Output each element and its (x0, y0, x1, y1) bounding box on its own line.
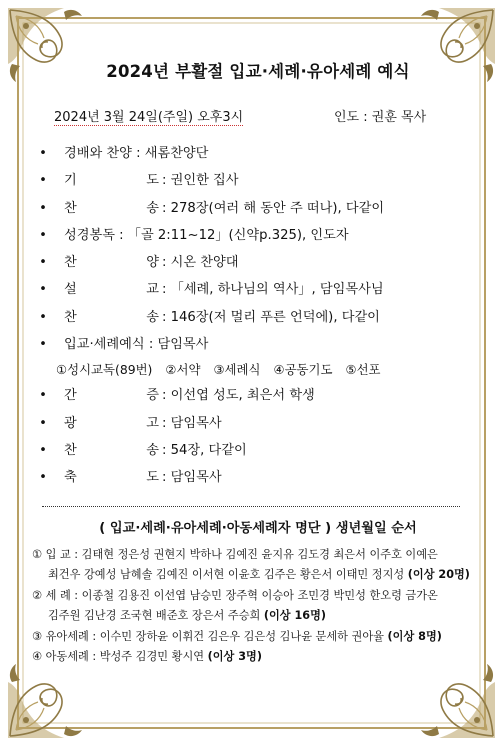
service-item (32, 249, 484, 276)
bullet-icon: • (39, 282, 47, 298)
item-value: : 담임목사 (162, 470, 222, 486)
item-value: : 278장(여러 해 동안 주 떠나), 다같이 (162, 200, 385, 216)
roster-line (32, 647, 484, 668)
service-item (32, 167, 484, 194)
item-label-char: 축 (64, 470, 77, 486)
item-value: : 담임목사 (162, 415, 222, 431)
service-item (32, 410, 484, 437)
ceremony-step: ⑤선포 (345, 362, 381, 378)
bullet-icon: • (39, 227, 47, 243)
roster-line (32, 586, 484, 607)
service-item (32, 140, 484, 167)
roster-line (32, 545, 484, 566)
date-line (32, 106, 484, 126)
item-label: 입교·세례예식 : 담임목사 (64, 337, 209, 353)
item-label-char: 설 (64, 282, 77, 298)
roster-count: (이상 8명) (387, 629, 442, 643)
roster-names: ② 세 례 : 이종철 김용진 이선엽 남승민 장주혁 이승아 조민경 박민성 한오령 금가온 (32, 588, 438, 602)
bullet-icon: • (39, 146, 47, 161)
roster-list (32, 545, 484, 668)
item-label (64, 464, 159, 491)
item-label (64, 410, 159, 437)
roster-names: ③ 유아세례 : 이수민 장하윤 이휘건 김은우 김은성 김나윤 문세하 권아율 (32, 629, 384, 643)
item-label (64, 382, 159, 409)
item-label-char: 송 (146, 309, 159, 325)
service-item (32, 464, 484, 491)
roster-names: 최건우 강예성 남혜솔 김예진 이서현 이윤호 김주은 황은서 이태민 정지성 (48, 568, 405, 582)
item-label (64, 167, 159, 194)
item-label-char: 고 (146, 415, 159, 431)
service-date: 2024년 3월 24일(주일) 오후3시 (54, 110, 244, 125)
service-item (32, 437, 484, 464)
ceremony-steps (32, 358, 484, 382)
roster-line (32, 606, 484, 627)
item-label-char: 기 (64, 173, 77, 189)
ceremony-step: ④공동기도 (273, 362, 333, 378)
item-label-char: 찬 (64, 200, 77, 216)
item-label (64, 276, 159, 303)
item-label (64, 304, 159, 331)
item-label-char: 간 (64, 388, 77, 404)
service-item (32, 195, 484, 222)
item-label (64, 437, 159, 464)
item-value: : 권인한 집사 (162, 173, 239, 189)
roster-names: ① 입 교 : 김태현 정은성 권현지 박하나 김예진 윤지유 김도경 최은서 이주호 이예은 (32, 547, 438, 561)
bullet-icon: • (39, 470, 47, 486)
bullet-icon: • (39, 415, 47, 431)
item-label-char: 증 (146, 388, 159, 404)
item-label-char: 도 (146, 173, 159, 189)
item-label (64, 195, 159, 222)
dotted-divider (42, 506, 460, 507)
item-value: : 이선엽 성도, 최은서 학생 (162, 388, 315, 404)
item-label (64, 249, 159, 276)
roster-count: (이상 16명) (263, 609, 326, 623)
item-value: : 146장(저 멀리 푸른 언덕에), 다같이 (162, 309, 380, 325)
document-body (32, 46, 484, 716)
roster-count: (이상 3명) (207, 650, 262, 664)
ceremony-step: ①성시교독(89번) (56, 362, 153, 378)
bullet-icon: • (39, 388, 47, 404)
item-label-char: 송 (146, 200, 159, 216)
item-label-char: 찬 (64, 309, 77, 325)
service-leader: 인도 : 권훈 목사 (334, 110, 427, 125)
item-label-char: 찬 (64, 255, 77, 271)
item-label-char: 도 (146, 470, 159, 486)
service-item (32, 222, 484, 249)
item-label-char: 송 (146, 442, 159, 458)
service-item (32, 382, 484, 409)
item-label-char: 찬 (64, 442, 77, 458)
service-item (32, 331, 484, 358)
bullet-icon: • (39, 173, 47, 189)
service-item (32, 276, 484, 303)
page-title: 2024년 부활절 입교·세례·유아세례 예식 (106, 62, 410, 81)
item-label-char: 광 (64, 415, 77, 431)
item-label-char: 교 (146, 282, 159, 298)
item-label: 경배와 찬양 : 새롬찬양단 (64, 146, 209, 161)
item-value: : 54장, 다같이 (162, 442, 247, 458)
item-value: : 「세례, 하나님의 역사」, 담임목사님 (162, 282, 384, 298)
bullet-icon: • (39, 442, 47, 458)
roster-line (32, 627, 484, 648)
bullet-icon: • (39, 309, 47, 325)
ceremony-step: ②서약 (165, 362, 201, 378)
item-label-char: 양 (146, 255, 159, 271)
item-value: : 시온 찬양대 (162, 255, 239, 271)
bullet-icon: • (39, 255, 47, 271)
ceremony-step: ③세례식 (213, 362, 261, 378)
roster-names: 김주원 김난경 조국현 배준호 장은서 주승희 (48, 609, 261, 623)
service-item (32, 304, 484, 331)
bullet-icon: • (39, 337, 47, 353)
roster-names: ④ 아동세례 : 박성주 김경민 황시연 (32, 650, 205, 664)
item-label: 성경봉독 : 「골 2:11~12」(신약p.325), 인도자 (64, 227, 349, 243)
bullet-icon: • (39, 200, 47, 216)
roster-title: ( 입교·세례·유아세례·아동세례자 명단 ) 생년월일 순서 (99, 520, 417, 536)
order-of-service (32, 140, 484, 492)
roster-line (32, 565, 484, 586)
roster-count: (이상 20명) (407, 568, 470, 582)
ornamental-frame (6, 6, 497, 740)
